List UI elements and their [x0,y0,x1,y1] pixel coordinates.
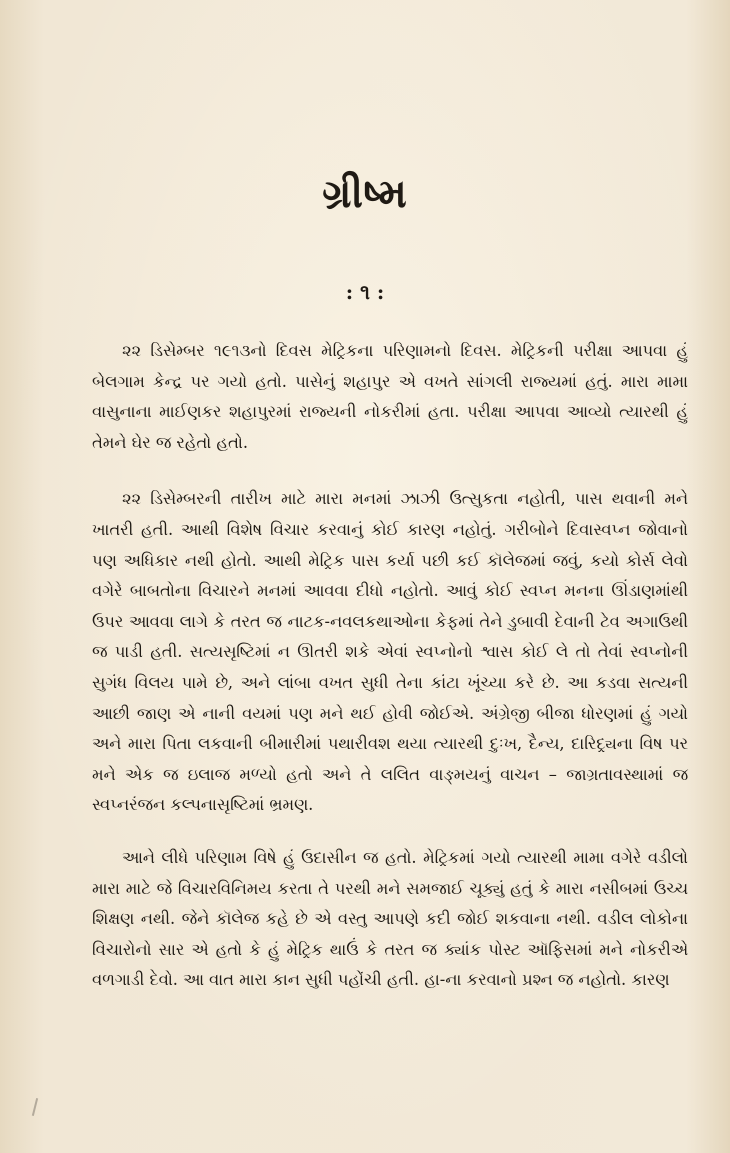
paragraph-3: આને લીધે પરિણામ વિષે હું ઉદાસીન જ હતો. મેટ્રિકમાં ગયો ત્યારથી મામા વગેરે વડીલો મારા માટે જે વિચારવિનિમય કરતા તે પરથી મને સમજાઈ ચૂક્યું હતું કે મારા નસીબમાં ઉચ્ચ શિક્ષણ નથી. જેને કૉલેજ કહે છે એ વસ્તુ આપણે કદી જોઈ શકવાના નથી. વડીલ લોકોના વિચારોનો સાર એ હતો કે હું મેટ્રિક થાઉં કે તરત જ ક્યાંક પોસ્ટ ઑફિસમાં મને નોકરીએ વળગાડી દેવો. આ વાત મારા કાન સુધી પહોંચી હતી. હા-ના કરવાનો પ્રશ્ન જ નહોતો. કારણ [92,847,688,990]
section-number: : ૧ : [345,280,385,304]
paragraph-2: ૨૨ ડિસેમ્બરની તારીખ માટે મારા મનમાં ઝાઝી ઉત્સુકતા નહોતી, પાસ થવાની મને ખાતરી હતી. આથી વિશેષ વિચાર કરવાનું કોઈ કારણ નહોતું. ગરીબોને દિવાસ્વપ્ન જોવાનો પણ અધિકાર નથી હોતો. આથી મેટ્રિક પાસ કર્યા પછી કઈ કૉલેજમાં જવું, કયો કોર્સ લેવો વગેરે બાબતોના વિચારને મનમાં આવવા દીધો નહોતો. આવું કોઈ સ્વપ્ન મનના ઊંડાણમાંથી ઉપર આવવા લાગે કે તરત જ નાટક-નવલકથાઓના કેફમાં તેને ડુબાવી દેવાની ટેવ અગાઉથી જ પાડી હતી. સત્યસૃષ્ટિમાં ન ઊતરી શકે એવાં સ્વપ્નોનો શ્વાસ કોઈ લે તો તેવાં સ્વપ્નોની સુગંધ વિલય પામે છે, અને લાંબા વખત સુધી તેના કાંટા ખૂંચ્યા કરે છે. આ કડવા સત્યની આછી જાણ એ નાની વયમાં પણ મને થઈ હોવી જોઈએ. અંગ્રેજી બીજા ધોરણમાં હું ગયો અને મારા પિતા લકવાની બીમારીમાં પથારીવશ થયા ત્યારથી દુઃખ, દૈન્ય, દારિદ્ર્યના વિષ પર મને એક જ ઇલાજ મળ્યો હતો અને તે લલિત વાઙ્મયનું વાચન – જાગ્રતાવસ્થામાં જ સ્વપ્નરંજન કલ્પનાસૃષ્ટિમાં ભ્રમણ. [92,489,688,815]
chapter-body [92,336,688,1022]
pencil-mark [32,1098,38,1116]
paragraph-1: ૨૨ ડિસેમ્બર ૧૯૧૩નો દિવસ મેટ્રિકના પરિણામનો દિવસ. મેટ્રિકની પરીક્ષા આપવા હું બેલગામ કેન્દ્ર પર ગયો હતો. પાસેનું શહાપુર એ વખતે સાંગલી રાજ્યમાં હતું. મારા મામા વાસુનાના માઈણકર શહાપુરમાં રાજ્યની નોકરીમાં હતા. પરીક્ષા આપવા આવ્યો ત્યારથી હું તેમને ઘેર જ રહેતો હતો. [92,341,688,452]
chapter-title: ગ્રીષ્મ [322,170,408,217]
